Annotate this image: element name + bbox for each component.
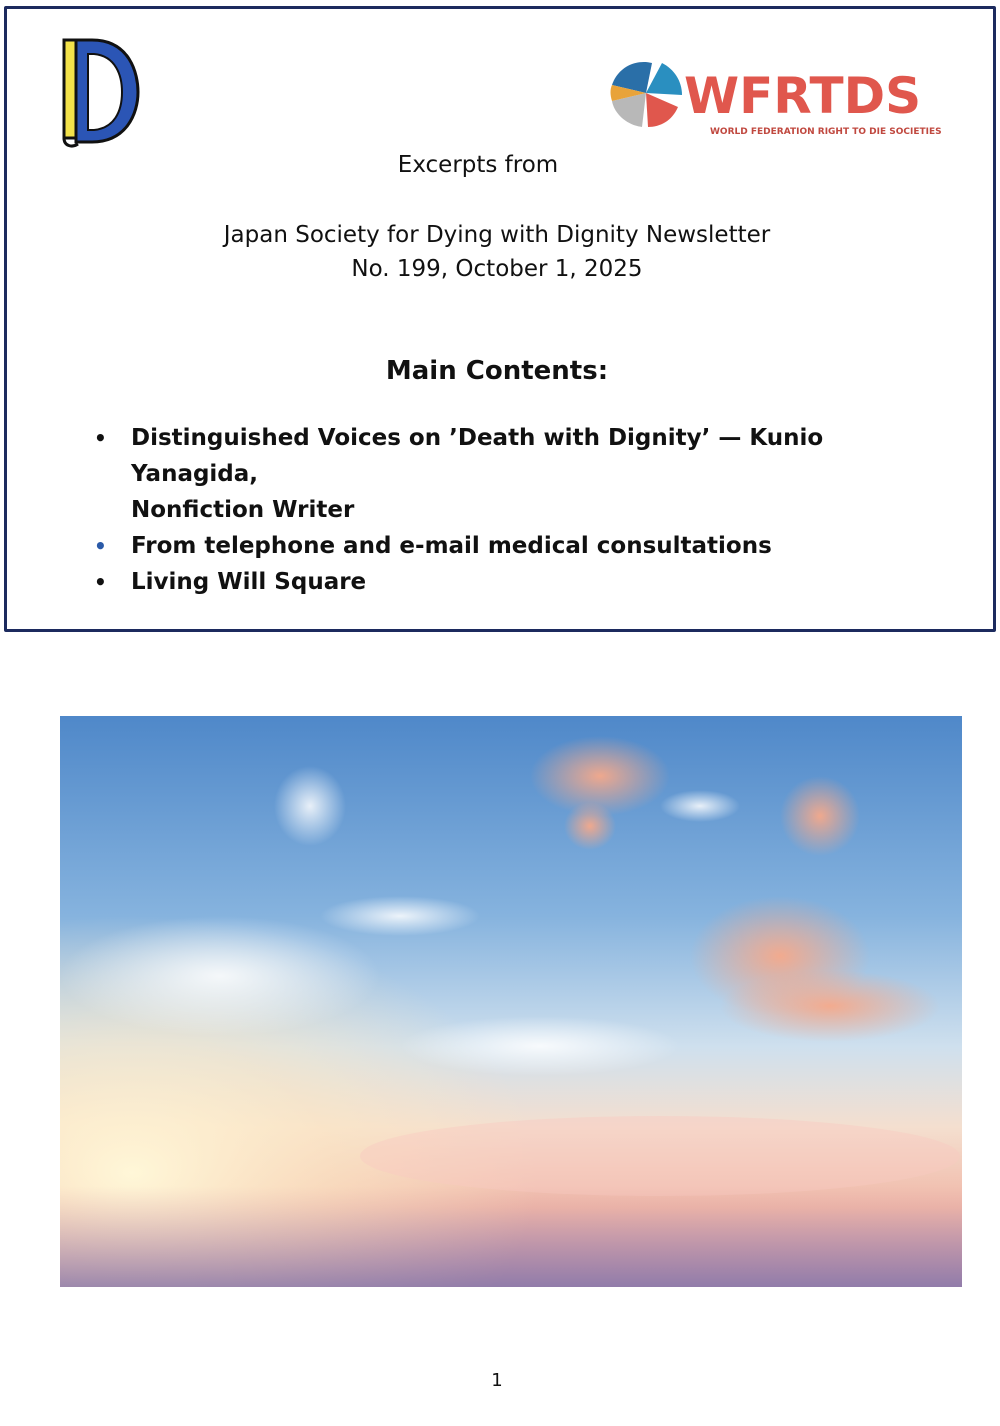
list-item-line: Nonfiction Writer <box>131 497 355 523</box>
bullet-icon: • <box>94 570 107 594</box>
list-item <box>94 420 894 528</box>
list-item-line: From telephone and e-mail medical consultations <box>131 533 772 559</box>
wfrtds-logo <box>606 55 950 147</box>
bullet-icon: • <box>94 534 107 558</box>
contents-list <box>94 420 894 600</box>
wfrtds-wordmark: WFRTDS <box>684 67 922 125</box>
bullet-icon: • <box>94 426 107 450</box>
excerpts-label: Excerpts from <box>397 152 559 178</box>
wfrtds-tagline: WORLD FEDERATION RIGHT TO DIE SOCIETIES <box>710 127 942 137</box>
newsletter-title: Japan Society for Dying with Dignity Newsletter <box>223 222 771 248</box>
newsletter-heading <box>0 218 994 286</box>
list-item <box>94 528 894 564</box>
list-item <box>94 564 894 600</box>
list-item-line: Living Will Square <box>131 569 367 595</box>
contents-title: Main Contents: <box>385 356 609 386</box>
page-number: 1 <box>491 1370 503 1391</box>
sky-photo <box>60 716 962 1287</box>
jd-monogram-icon <box>58 34 144 150</box>
issue-line: No. 199, October 1, 2025 <box>351 256 643 282</box>
wfrtds-pinwheel-icon <box>606 55 950 147</box>
list-item-line: Distinguished Voices on ’Death with Dignity’ — Kunio Yanagida, <box>131 425 824 487</box>
